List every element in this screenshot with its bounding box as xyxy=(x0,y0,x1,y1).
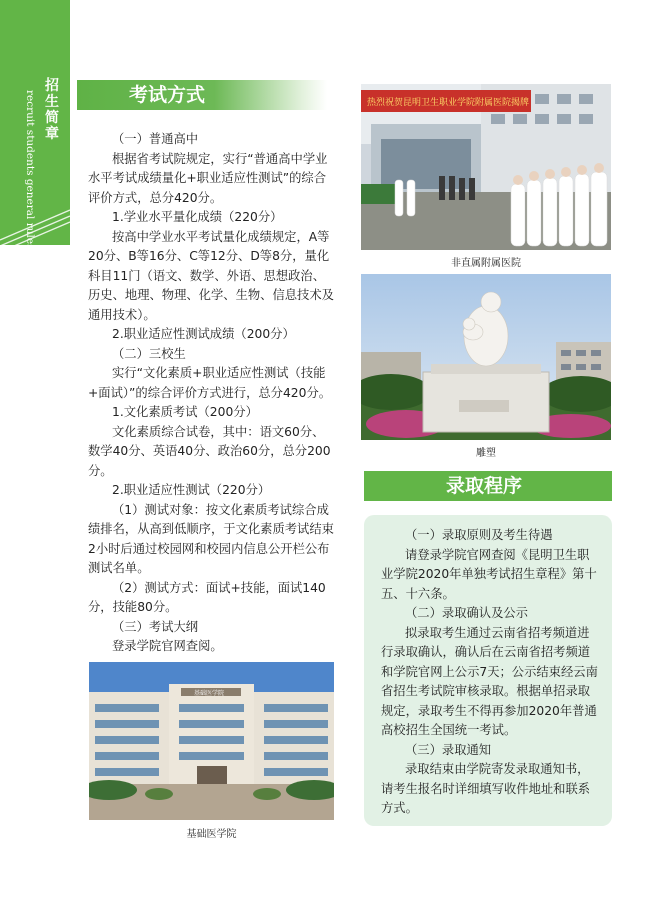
hospital-photo xyxy=(361,84,611,250)
paragraph: 登录学院官网查阅。 xyxy=(112,639,223,653)
building-photo xyxy=(89,662,334,820)
paragraph: 根据省考试院规定，实行“普通高中学业水平考试成绩量化+职业适应性测试”的综合评价方式，总分420分。 xyxy=(88,151,328,205)
building-caption: 基础医学院 xyxy=(186,829,237,840)
sidebar-stripes xyxy=(0,200,70,250)
paragraph: （三）录取通知 xyxy=(405,742,492,757)
hospital-caption: 非直属附属医院 xyxy=(451,258,521,269)
sidebar-title-cn: 招生简章 xyxy=(45,78,59,142)
building-sign-text: 基础医学院 xyxy=(194,690,225,697)
paragraph: （2）测试方式：面试+技能，面试140分，技能80分。 xyxy=(88,580,326,614)
paragraph: （一）录取原则及考生待遇 xyxy=(405,528,553,542)
paragraph: 1.文化素质考试（200分） xyxy=(112,405,258,419)
sidebar-title-en: recruit students general rules xyxy=(24,90,36,250)
exam-method-heading: 考试方式 xyxy=(77,80,327,110)
paragraph: （三）考试大纲 xyxy=(112,619,199,634)
paragraph: （一）普通高中 xyxy=(112,132,199,146)
admission-procedure-heading: 录取程序 xyxy=(364,471,612,501)
paragraph: 录取结束由学院寄发录取通知书，请考生报名时详细填写收件地址和联系方式。 xyxy=(381,762,591,815)
paragraph: 按高中学业水平考试量化成绩规定，A等20分、B等16分、C等12分、D等8分，量化科目11门（语文、数学、外语、思想政治、历史、地理、物理、化学、生物、信息技术及通用技术）。 xyxy=(88,229,334,322)
paragraph: （二）三校生 xyxy=(112,346,186,361)
paragraph: 实行“文化素质+职业适应性测试（技能+面试）”的综合评价方式进行，总分420分。 xyxy=(88,366,332,400)
admission-body xyxy=(381,526,601,819)
paragraph: 拟录取考生通过云南省招考频道进行录取确认，确认后在云南省招考频道和学院官网上公示7天；公示结束经云南省招生考试院审核录取。根据单招录取规定，录取考生不得再参加2020年普通高校招生全国统一考试。 xyxy=(381,625,598,737)
paragraph: 请登录学院官网查阅《昆明卫生职业学院2020年单独考试招生章程》第十五、十六条。 xyxy=(381,547,597,601)
statue-photo xyxy=(361,274,611,440)
paragraph: （1）测试对象：按文化素质考试综合成绩排名，从高到低顺序，于文化素质考试结束2小时后通过校园网和校园内信息公开栏公布测试名单。 xyxy=(88,502,334,575)
statue-caption: 雕塑 xyxy=(476,448,496,459)
paragraph: 文化素质综合试卷，其中：语文60分、数学40分、英语40分、政治60分，总分200分。 xyxy=(88,424,331,478)
paragraph: 1.学业水平量化成绩（220分） xyxy=(112,210,283,224)
paragraph: 2.职业适应性测试（220分） xyxy=(112,483,271,497)
banner-text: 热烈祝贺昆明卫生职业学院附属医院揭牌 xyxy=(367,98,530,108)
paragraph: （二）录取确认及公示 xyxy=(405,606,528,620)
exam-method-body xyxy=(88,130,336,657)
paragraph: 2.职业适应性测试成绩（200分） xyxy=(112,327,295,341)
